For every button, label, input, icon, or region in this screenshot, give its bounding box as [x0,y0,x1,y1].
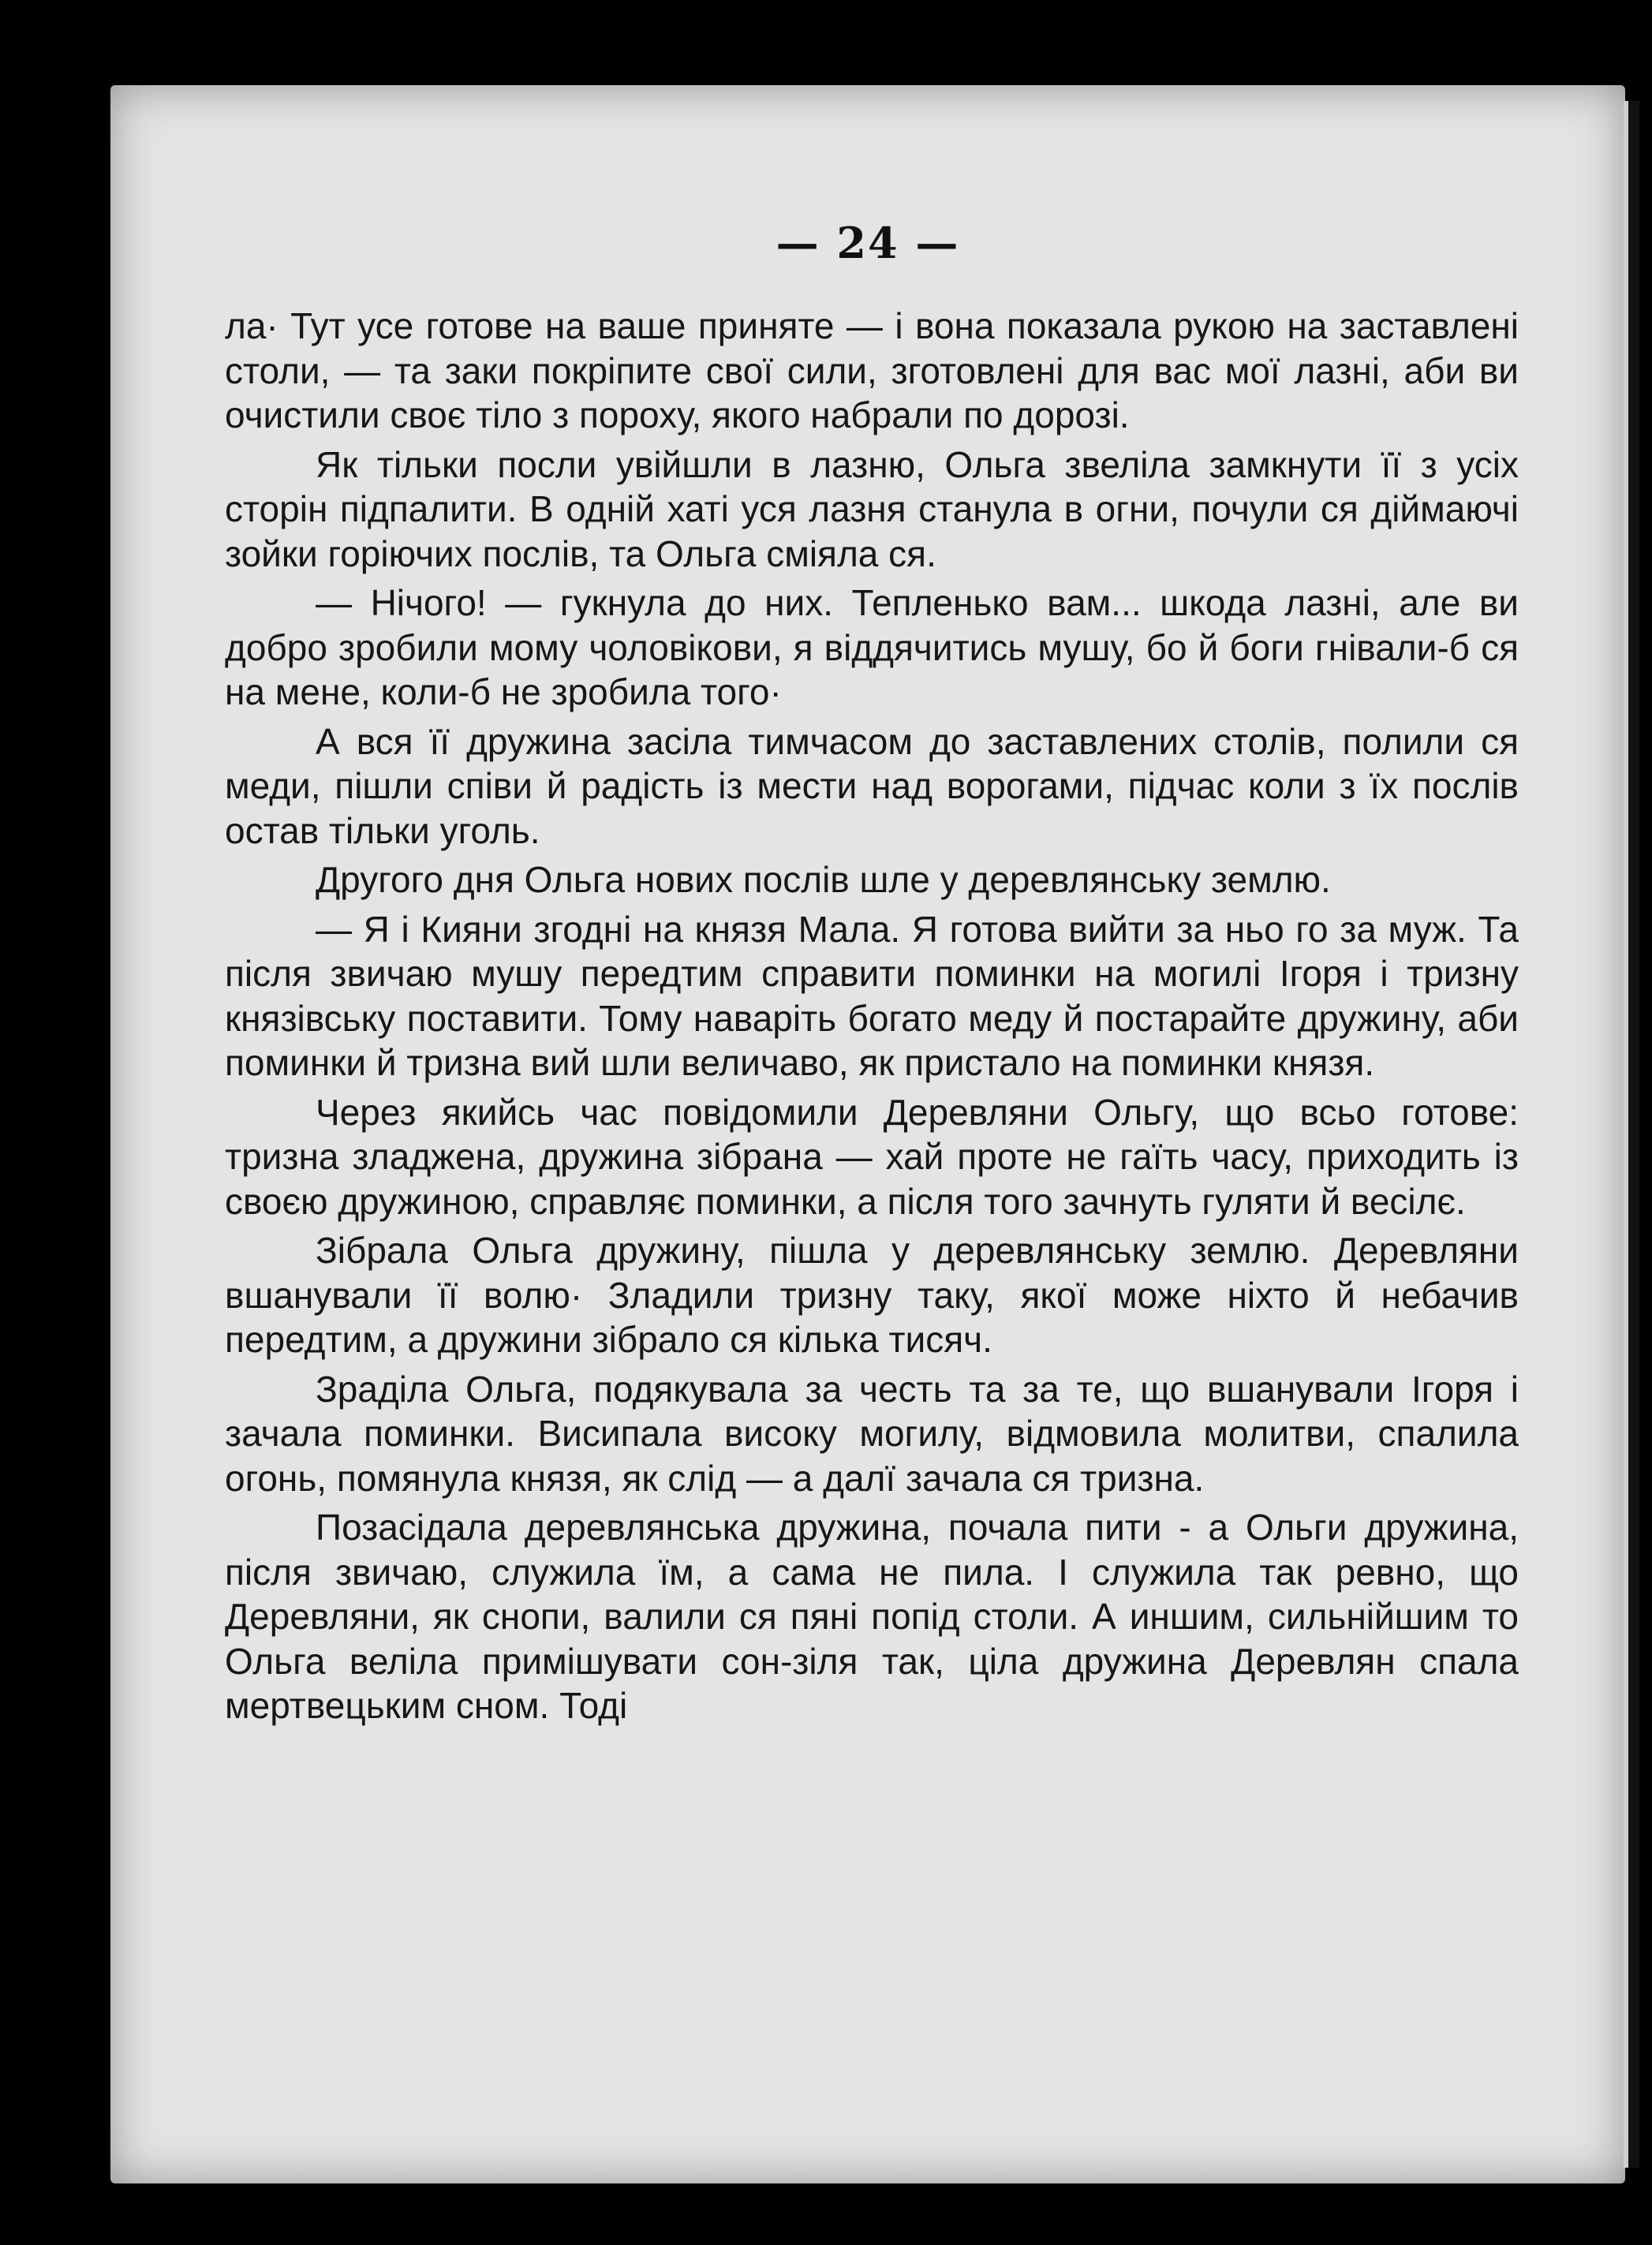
paragraph: Через якийсь час повідомили Деревляни Ольгу, що всьо готове: тризна зладжена, дружина зібрана — хай проте не гаїть часу, приходить із своєю дружиною, справляє поминки, а після того зачнуть гуляти й весілє. [225,1091,1519,1222]
page-number: — 24 — [776,218,960,268]
paragraph: ла· Тут усе готове на ваше приняте — і вона показала рукою на заставлені столи, — та заки покріпите свої сили, зготовлені для вас мої лазні, аби ви очистили своє тіло з пороху, якого набрали по дорозі. [225,305,1519,435]
paragraph: Зраділа Ольга, подякувала за честь та за те, що вшанували Ігоря і зачала поминки. Висипала високу могилу, відмовила молитви, спалила огонь, помянула князя, як слід — а далї зачала ся тризна. [225,1368,1519,1499]
paragraph: Зібрала Ольга дружину, пішла у деревлянську землю. Деревляни вшанували її волю· Зладили тризну таку, якої може ніхто й небачив передтим, а дружини зібрало ся кілька тисяч. [225,1230,1519,1360]
paragraph: Позасідала деревлянська дружина, почала пити - а Ольги дружина, після звичаю, служила їм, а сама не пила. І служила так ревно, що Деревляни, як снопи, валили ся пяні попід столи. А иншим, сильнійшим то Ольга веліла примішувати сон-зіля так, ціла дружина Деревлян спала мертвецьким сном. Тоді [225,1507,1519,1726]
paragraph: Другого дня Ольга нових послів шле у деревлянську землю. [316,859,1331,900]
paragraph: А вся її дружина засіла тимчасом до заставлених столів, полили ся меди, пішли співи й радість із мести над ворогами, підчас коли з їх послів остав тільки уголь. [225,720,1519,851]
page-body [225,304,1519,1728]
paragraph: Як тільки посли увійшли в лазню, Ольга звеліла замкнути її з усіх сторін підпалити. В одній хаті уся лазня станула в огни, почули ся діймаючі зойки горіючих послів, та Ольга сміяла ся. [225,443,1519,574]
paragraph: — Нічого! — гукнула до них. Тепленько вам... шкода лазні, але ви добро зробили мому чоловікови, я віддячитись мушу, бо й боги гнівали-б ся на мене, коли-б не зробила того· [225,582,1519,712]
paragraph: — Я і Кияни згодні на князя Мала. Я готова вийти за ньо го за муж. Та після звичаю мушу передтим справити поминки на могилі Ігоря і тризну князівську поставити. Тому наваріть богато меду й постарайте дружину, аби поминки й тризна вий шли величаво, як пристало на поминки князя. [225,908,1519,1083]
